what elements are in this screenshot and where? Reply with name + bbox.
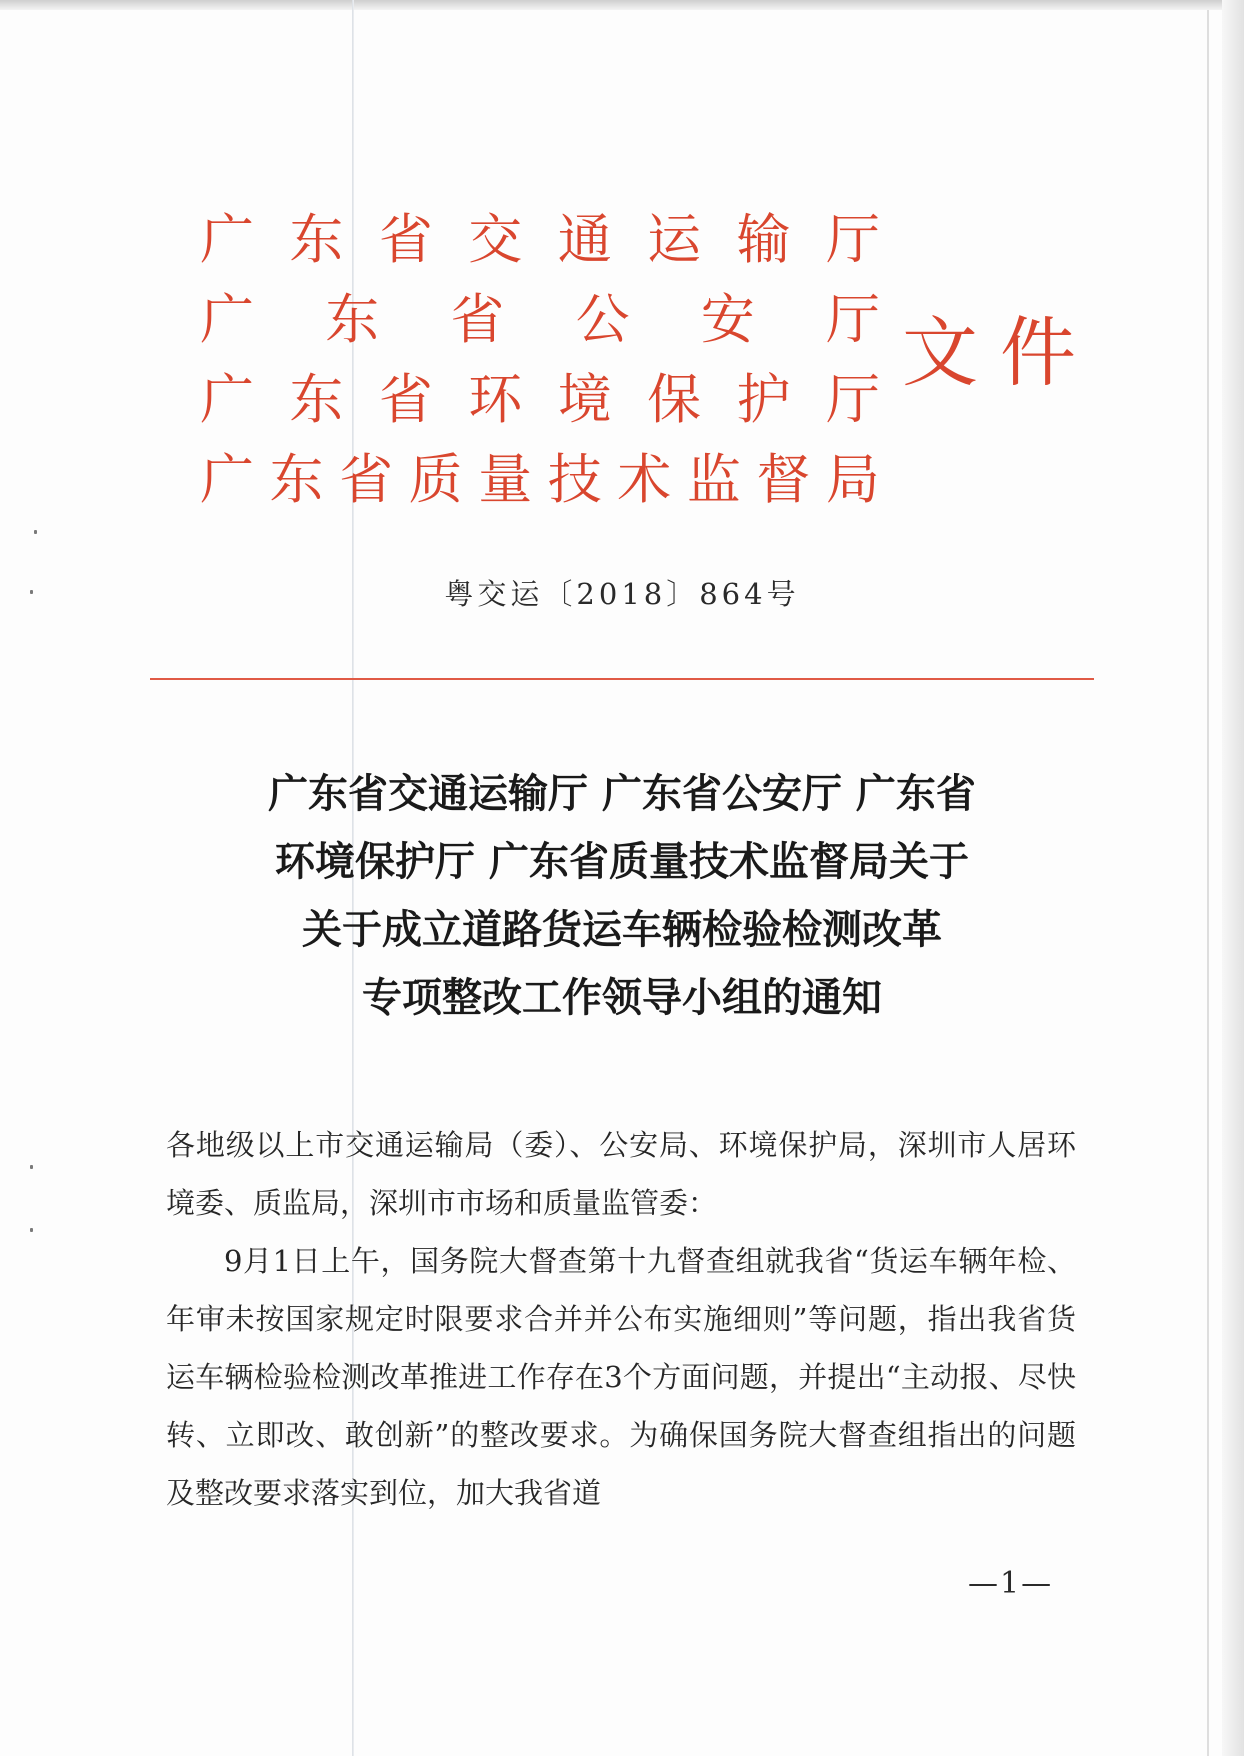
scan-speck	[30, 1165, 33, 1169]
page-number: —1—	[968, 1566, 1054, 1601]
issuer-char: 厅	[825, 368, 880, 431]
issuer-char: 技	[547, 448, 602, 511]
issuer-char: 公	[575, 288, 630, 351]
issuer-char: 量	[478, 448, 533, 511]
title-line: 关于成立道路货运车辆检验检测改革	[302, 906, 942, 953]
issuer-char: 环	[468, 368, 523, 431]
body-paragraph: 9月1日上午，国务院大督查第十九督查组就我省“货运车辆年检、年审未按国家规定时限要求合并并公布实施细则”等问题，指出我省货运车辆检验检测改革推进工作存在3个方面问题，并提出“主动报、尽快转、立即改、敢创新”的整改要求。为确保国务院大督查组指出的问题及整改要求落实到位，加大我省道	[166, 1244, 1076, 1510]
issuer-line	[200, 200, 880, 280]
issuer-char: 省	[339, 448, 394, 511]
issuer-char: 东	[289, 368, 344, 431]
issuer-char: 督	[756, 448, 811, 511]
issuer-char: 护	[736, 368, 791, 431]
issuer-char: 省	[378, 368, 433, 431]
issuer-char: 广	[200, 208, 254, 271]
issuer-line	[200, 360, 880, 440]
issuer-char: 保	[647, 368, 702, 431]
issuer-char: 厅	[825, 288, 880, 351]
issuer-char: 省	[378, 208, 433, 271]
issuer-char: 局	[825, 448, 880, 511]
issuer-char: 安	[700, 288, 755, 351]
scan-speck	[34, 530, 37, 534]
issuer-char: 质	[408, 448, 463, 511]
issuer-char: 监	[686, 448, 741, 511]
issuer-char: 通	[557, 208, 612, 271]
issuer-char: 广	[200, 448, 254, 511]
document-title	[150, 760, 1094, 1032]
scan-top-edge	[0, 0, 1244, 10]
issuer-char: 广	[200, 368, 254, 431]
issuer-line	[200, 440, 880, 520]
scan-right-line	[1207, 10, 1209, 1756]
title-line: 广东省交通运输厅 广东省公安厅 广东省	[268, 770, 976, 817]
scan-speck	[30, 1228, 33, 1232]
issuer-char: 省	[450, 288, 505, 351]
issuer-char: 东	[325, 288, 380, 351]
red-separator-line	[150, 678, 1094, 680]
issuer-char: 术	[617, 448, 672, 511]
issuer-line	[200, 280, 880, 360]
issuer-char: 广	[200, 288, 254, 351]
scan-right-edge	[1222, 0, 1244, 1756]
issuer-char: 东	[269, 448, 324, 511]
issuer-char: 输	[736, 208, 791, 271]
issuer-char: 交	[468, 208, 523, 271]
issuer-char: 东	[289, 208, 344, 271]
title-line: 专项整改工作领导小组的通知	[362, 974, 882, 1021]
issuer-char: 境	[557, 368, 612, 431]
title-line: 环境保护厅 广东省质量技术监督局关于	[275, 838, 969, 885]
issuer-char: 运	[647, 208, 702, 271]
document-number: 粤交运〔2018〕864号	[444, 577, 800, 611]
document-type-label: 文件	[902, 308, 1098, 397]
document-body	[166, 1116, 1076, 1522]
issuer-char: 厅	[825, 208, 880, 271]
addressee: 各地级以上市交通运输局（委）、公安局、环境保护局，深圳市人居环境委、质监局，深圳市市场和质量监管委：	[166, 1128, 1076, 1220]
issuing-agencies	[200, 200, 880, 520]
